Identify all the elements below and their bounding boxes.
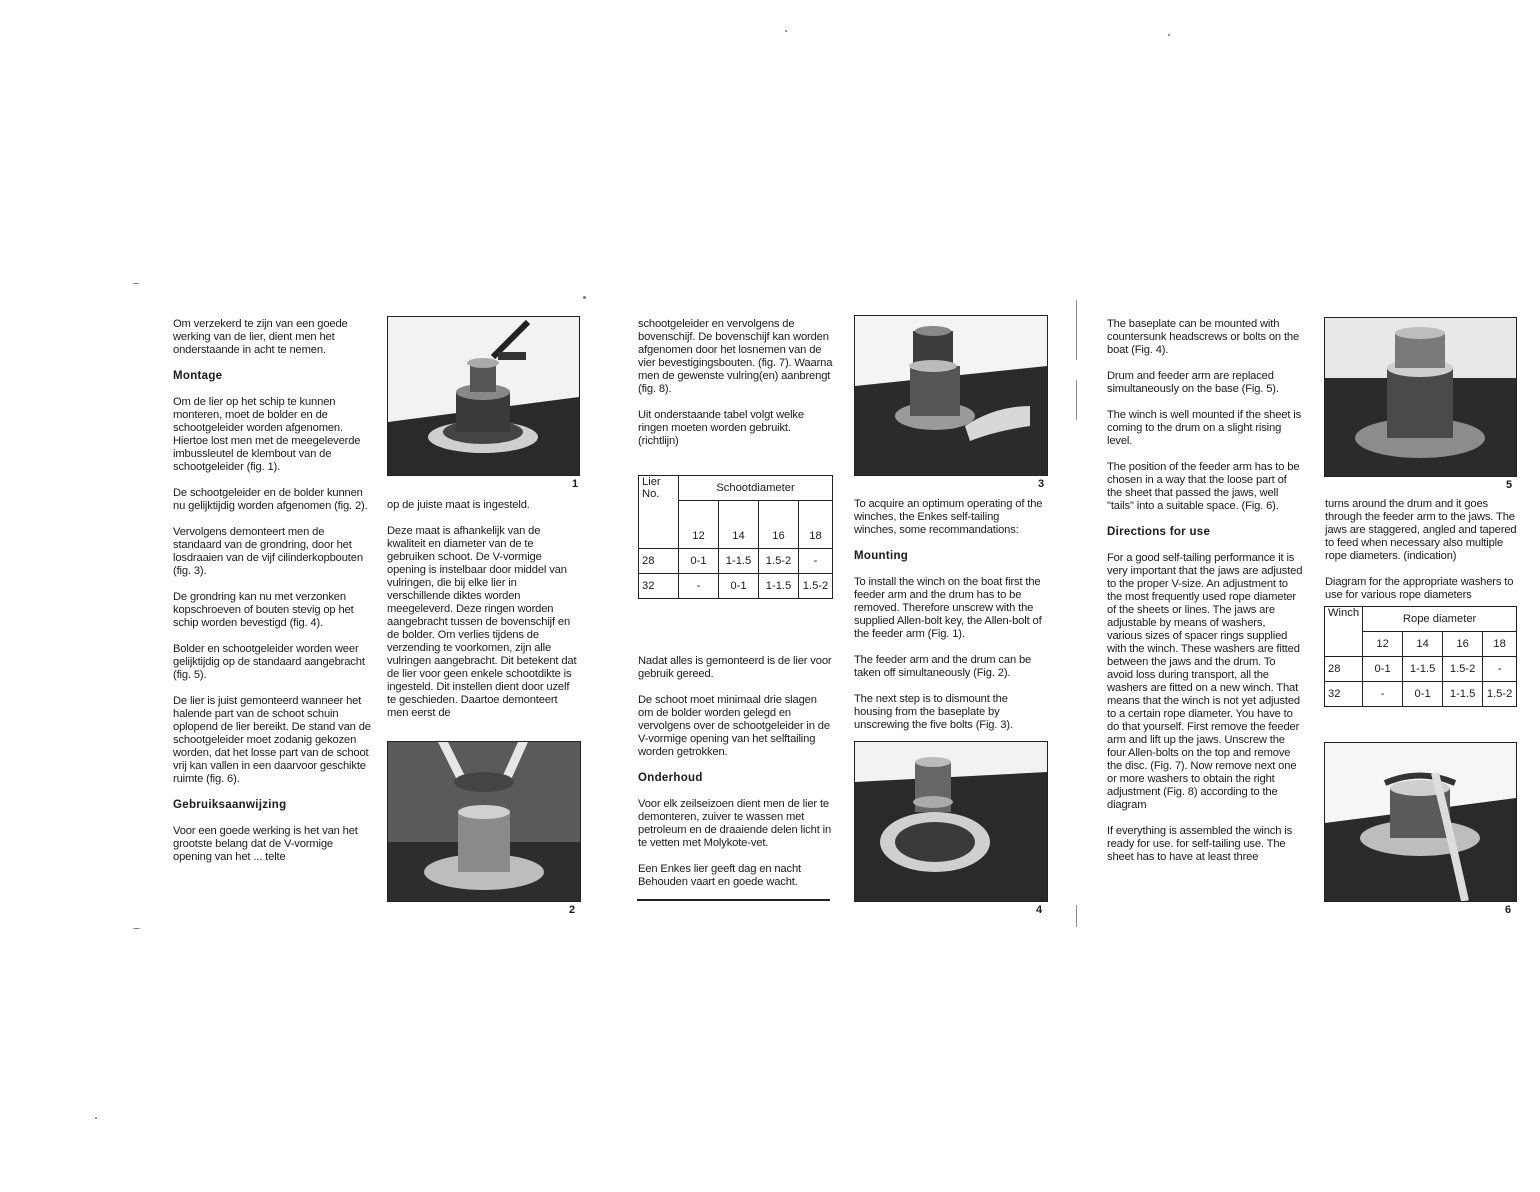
figure-4-photo xyxy=(854,741,1048,902)
figure-5-number: 5 xyxy=(1506,479,1513,491)
figure-5-photo xyxy=(1324,317,1517,477)
table-cell: - xyxy=(1483,657,1517,682)
page1-para5: Bolder en schootgeleider worden weer gelijktijdig op de standaard aangebracht (fig. 5). xyxy=(173,643,365,681)
heading-mounting: Mounting xyxy=(854,550,909,562)
page2-para2: Deze maat is afhankelijk van de kwaliteit en diameter van de te gebruiken schoot. De V-vormige opening is instelbaar door middel van vulringen, die bij elke lier in verschillende diktes worden meegeleverd. Deze ringen worden aangebracht tussen de bovenschijf en de bolder. Om verlies tijdens de verzending te voorkomen, zijn alle vulringen aangebracht. Dit betekent dat de lier voor geen enkele schootdikte is ingesteld. Dit instellen dient door uzelf te geschieden. Daartoe demonteert men eerst de xyxy=(387,525,577,719)
page3-para4: De schoot moet minimaal drie slagen om de bolder worden gelegd en vervolgens over de schootgeleider in de V-vormige opening van het selftailing worden getrokken. xyxy=(638,694,830,758)
figure-2-number: 2 xyxy=(569,904,576,916)
scan-artifact xyxy=(785,30,787,32)
table-col-header: 14 xyxy=(719,501,759,549)
table-col-header: 18 xyxy=(1483,632,1517,657)
table-row xyxy=(1325,682,1517,707)
page5-para4: The position of the feeder arm has to be chosen in a way that the loose part of the sheet that passed the jaws, well "tails" into a suitable space. (Fig. 6). xyxy=(1107,461,1300,512)
figure-6-photo xyxy=(1324,742,1517,902)
page3-column-top xyxy=(638,318,833,461)
figure-4-number: 4 xyxy=(1036,904,1043,916)
page4-para3: The next step is to dismount the housing from the baseplate by unscrewing the five bolts (Fig. 3). xyxy=(854,693,1013,731)
page1-para7: Voor een goede werking is het van het grootste belang dat de V-vormige opening van het ... telte xyxy=(173,825,358,863)
table-cell: 1-1.5 xyxy=(1443,682,1483,707)
page6-column xyxy=(1325,498,1520,615)
figure-2-photo xyxy=(387,741,581,902)
table-cell: - xyxy=(799,549,833,574)
table-col-header: 12 xyxy=(1363,632,1403,657)
table-col-header: 18 xyxy=(799,501,833,549)
figure-1-number: 1 xyxy=(572,478,579,490)
scan-artifact xyxy=(95,1117,97,1119)
table-header-rope-diameter: Rope diameter xyxy=(1363,607,1517,632)
closing-rule xyxy=(637,899,830,901)
figure-6-number: 6 xyxy=(1505,904,1512,916)
table-col-header: 12 xyxy=(679,501,719,549)
heading-directions-for-use: Directions for use xyxy=(1107,526,1211,538)
table-row-label: 32 xyxy=(1325,682,1363,707)
washer-table-english xyxy=(1324,606,1517,707)
table-row xyxy=(639,549,833,574)
heading-gebruiksaanwijzing: Gebruiksaanwijzing xyxy=(173,799,287,811)
scan-artifact xyxy=(1076,905,1077,927)
page1-column xyxy=(173,318,373,877)
page5-para1: The baseplate can be mounted with countersunk headscrews or bolts on the boat (Fig. 4). xyxy=(1107,318,1300,356)
page1-para3: Vervolgens demonteert men de standaard van de grondring, door het losdraaien van de vijf cilinderkopbouten (fig. 3). xyxy=(173,526,363,577)
scan-artifact xyxy=(133,283,139,284)
page3-para5: Voor elk zeilseizoen dient men de lier te demonteren, zuiver te wassen met petroleum en de draaiende delen licht in te vetten met Molykote-vet. xyxy=(638,798,832,849)
table-col-header: 14 xyxy=(1403,632,1443,657)
table-cell: 1-1.5 xyxy=(759,574,799,599)
table-row xyxy=(639,574,833,599)
page3-column-bottom xyxy=(638,655,833,902)
table-cell: 0-1 xyxy=(719,574,759,599)
scan-artifact xyxy=(1168,34,1170,36)
table-header-schootdiameter: Schootdiameter xyxy=(679,476,833,501)
page5-para5: For a good self-tailing performance it is very important that the jaws are adjusted to the proper V-size. An adjustment to the most frequently used rope diameter of the sheets or lines. The jaws are adjustable by means of washers, various sizes of spacer rings supplied with the winch. These washers are fitted between the jaws and the drum. To avoid loss during transport, all the washers are fitted on a new winch. That means that the winch is not yet adjusted to a certain rope diameter. You have to do that yourself. First remove the feeder arm and lift up the jaws. Unscrew the four Allen-bolts on the top and remove the disc. (Fig. 7). Now remove next one or more washers to obtain the right adjustment (Fig. 8) according to the diagram xyxy=(1107,552,1303,811)
page4-para1: To install the winch on the boat first the feeder arm and the drum has to be removed. Therefore unscrew with the supplied Allen-bolt key, the Allen-bolt of the feeder arm (Fig. 1). xyxy=(854,576,1042,640)
page4-intro: To acquire an optimum operating of the winches, the Enkes self-tailing winches, some recommandations: xyxy=(854,498,1043,536)
table-col-header: 16 xyxy=(759,501,799,549)
page3-para1: schootgeleider en vervolgens de bovenschijf. De bovenschijf kan worden afgenomen door het losnemen van de vier bevestigingsbouten. (fig. 7). Waarna men de gewenste vulring(en) aanbrengt (fig. 8). xyxy=(638,318,833,395)
figure-1-photo xyxy=(387,316,580,476)
page1-para2: De schootgeleider en de bolder kunnen nu gelijktijdig worden afgenomen (fig. 2). xyxy=(173,487,368,512)
page5-para6: If everything is assembled the winch is ready for use. for self-tailing use. The sheet has to have at least three xyxy=(1107,825,1293,863)
table-header-winch: Winch xyxy=(1325,607,1363,657)
page1-para4: De grondring kan nu met verzonken kopschroeven of bouten stevig op het schip worden bevestigd (fig. 4). xyxy=(173,591,354,629)
page5-para2: Drum and feeder arm are replaced simultaneously on the base (Fig. 5). xyxy=(1107,370,1279,395)
table-cell: 1.5-2 xyxy=(759,549,799,574)
table-cell: 0-1 xyxy=(1403,682,1443,707)
table-row-label: 32 xyxy=(639,574,679,599)
table-cell: - xyxy=(1363,682,1403,707)
heading-montage: Montage xyxy=(173,370,223,382)
scan-artifact xyxy=(1076,380,1077,420)
page1-para1: Om de lier op het schip te kunnen monteren, moet de bolder en de schootgeleider worden afgenomen. Hiertoe lost men met de meegeleverde imbussleutel de klembout van de schootgeleider (fig. 1). xyxy=(173,396,361,473)
scan-artifact xyxy=(1076,300,1077,360)
page6-para1: turns around the drum and it goes through the feeder arm to the jaws. The jaws are staggered, angled and tapered to feed when necessary also multiple rope diameters. (indication) xyxy=(1325,498,1517,562)
page6-para2: Diagram for the appropriate washers to use for various rope diameters xyxy=(1325,576,1514,601)
page2-column xyxy=(387,499,579,733)
heading-onderhoud: Onderhoud xyxy=(638,772,703,784)
table-cell: 0-1 xyxy=(679,549,719,574)
table-cell: 1-1.5 xyxy=(1403,657,1443,682)
table-cell: 1-1.5 xyxy=(719,549,759,574)
table-cell: 0-1 xyxy=(1363,657,1403,682)
table-row xyxy=(1325,657,1517,682)
page1-intro: Om verzekerd te zijn van een goede werking van de lier, dient men het onderstaande in acht te nemen. xyxy=(173,318,348,356)
table-cell: 1.5-2 xyxy=(799,574,833,599)
figure-3-photo xyxy=(854,315,1048,476)
table-row-label: 28 xyxy=(1325,657,1363,682)
table-cell: 1.5-2 xyxy=(1483,682,1517,707)
page4-para2: The feeder arm and the drum can be taken off simultaneously (Fig. 2). xyxy=(854,654,1032,679)
figure-3-number: 3 xyxy=(1038,478,1045,490)
table-cell: 1.5-2 xyxy=(1443,657,1483,682)
scan-artifact xyxy=(583,296,586,299)
page5-column xyxy=(1107,318,1303,877)
page4-column xyxy=(854,498,1044,745)
page3-para6: Een Enkes lier geeft dag en nacht Behouden vaart en goede wacht. xyxy=(638,863,801,888)
page2-para1: op de juiste maat is ingesteld. xyxy=(387,499,530,511)
scan-artifact xyxy=(133,928,140,929)
page3-para3: Nadat alles is gemonteerd is de lier voor gebruik gereed. xyxy=(638,655,832,680)
table-row-label: 28 xyxy=(639,549,679,574)
table-col-header: 16 xyxy=(1443,632,1483,657)
page3-para2: Uit onderstaande tabel volgt welke ringen moeten worden gebruikt. (richtlijn) xyxy=(638,409,804,447)
table-cell: - xyxy=(679,574,719,599)
table-header-lier: Lier No. xyxy=(639,476,679,549)
washer-table-dutch xyxy=(638,475,833,599)
page5-para3: The winch is well mounted if the sheet is coming to the drum on a slight rising level. xyxy=(1107,409,1302,447)
page1-para6: De lier is juist gemonteerd wanneer het halende part van de schoot schuin oplopend de lier bereikt. De stand van de schootgeleider moet zodanig gekozen worden, dat het losse part van de schoot vrij kan vallen in een daarvoor geschikte ruimte (fig. 6). xyxy=(173,695,371,785)
